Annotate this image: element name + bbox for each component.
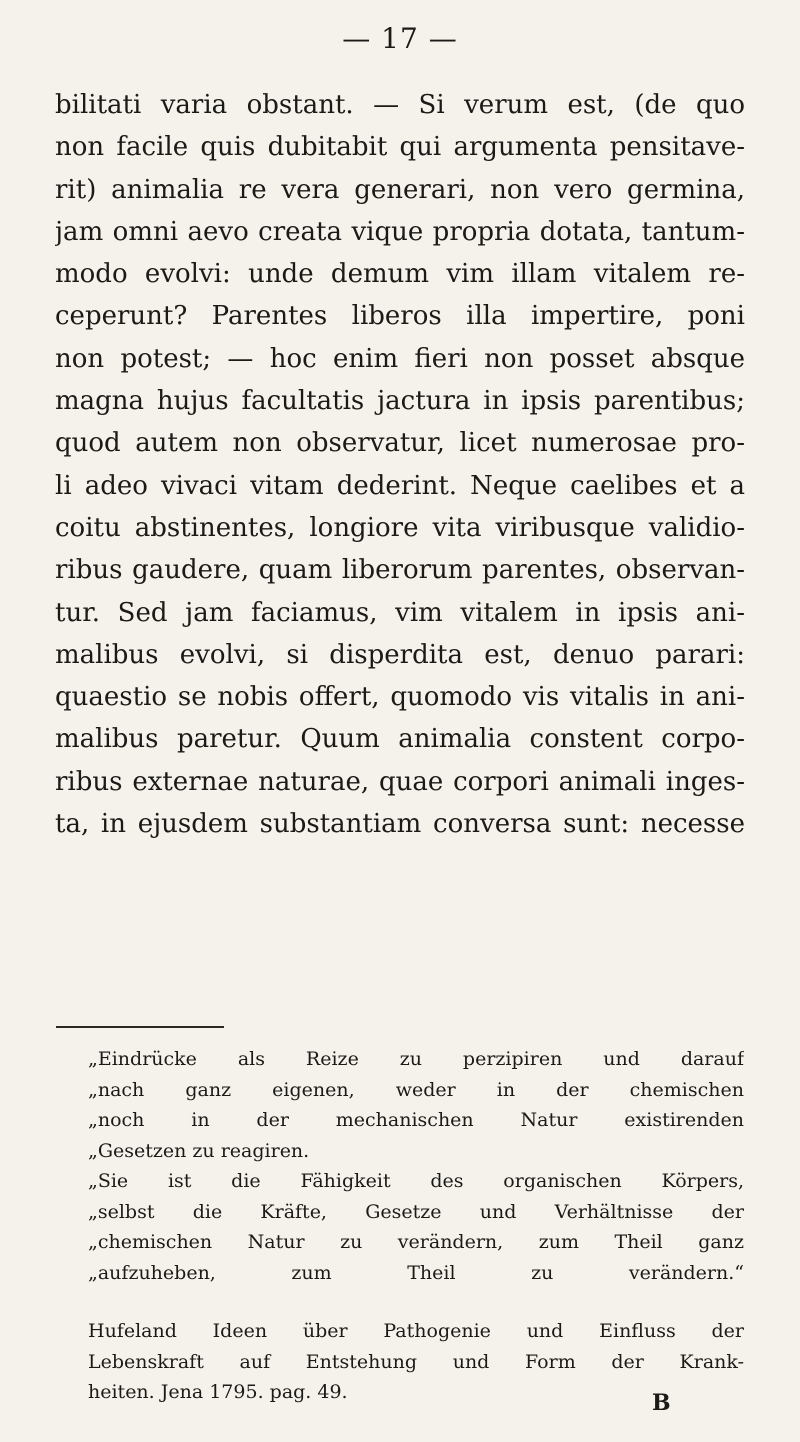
text-line: bilitati varia obstant. — Si verum est, (de quo: [55, 90, 745, 120]
text-line: ta, in ejusdem substantiam conversa sunt: necesse: [55, 809, 745, 840]
footnote-line: „Gesetzen zu reagiren.: [88, 1139, 310, 1162]
footnote-rule: [56, 1026, 224, 1028]
text-line: rit) animalia re vera generari, non vero germina,: [55, 174, 745, 205]
text-line: non facile quis dubitabit qui argumenta pensitave-: [55, 132, 745, 163]
text-line: quaestio se nobis offert, quomodo vis vitalis in ani-: [55, 682, 745, 713]
page-number: — 17 —: [342, 22, 458, 55]
footnote-line: „selbst die Kräfte, Gesetze und Verhältnisse der: [88, 1200, 744, 1223]
text-line: ribus gaudere, quam liberorum parentes, observan-: [55, 555, 745, 586]
main-text: [55, 84, 745, 845]
footnote-line: „noch in der mechanischen Natur existirenden: [88, 1109, 744, 1131]
text-line: malibus paretur. Quum animalia constent corpo-: [55, 724, 745, 755]
footnote-line: „Eindrücke als Reize zu perzipiren und darauf: [88, 1048, 744, 1070]
footnote-citation: [88, 1316, 744, 1408]
text-line: magna hujus facultatis jactura in ipsis parentibus;: [55, 386, 745, 417]
footnote-quote: [88, 1044, 744, 1288]
footnote-line: „chemischen Natur zu verändern, zum Theil ganz: [88, 1231, 744, 1253]
signature-mark: B: [652, 1390, 671, 1416]
text-line: tur. Sed jam faciamus, vim vitalem in ipsis ani-: [55, 597, 745, 628]
text-line: ceperunt? Parentes liberos illa impertire, poni: [55, 301, 745, 332]
citation-line: heiten. Jena 1795. pag. 49.: [88, 1381, 348, 1403]
footnote-line: „aufzuheben, zum Theil zu verändern.“: [88, 1261, 744, 1284]
citation-line: Lebenskraft auf Entstehung und Form der Krank-: [88, 1350, 744, 1373]
text-line: jam omni aevo creata vique propria dotata, tantum-: [55, 216, 745, 247]
text-line: coitu abstinentes, longiore vita viribusque validio-: [55, 512, 745, 543]
text-line: modo evolvi: unde demum vim illam vitalem re-: [55, 259, 745, 290]
text-line: li adeo vivaci vitam dederint. Neque caelibes et a: [55, 470, 745, 501]
text-line: quod autem non observatur, licet numerosae pro-: [55, 428, 745, 459]
text-line: non potest; — hoc enim fieri non posset absque: [55, 343, 745, 374]
citation-line: Hufeland Ideen über Pathogenie und Einfluss der: [88, 1320, 744, 1342]
footnote-line: „Sie ist die Fähigkeit des organischen Körpers,: [88, 1170, 744, 1192]
text-line: ribus externae naturae, quae corpori animali inges-: [55, 766, 745, 797]
text-line: malibus evolvi, si disperdita est, denuo parari:: [55, 639, 745, 670]
footnote-line: „nach ganz eigenen, weder in der chemischen: [88, 1078, 744, 1101]
